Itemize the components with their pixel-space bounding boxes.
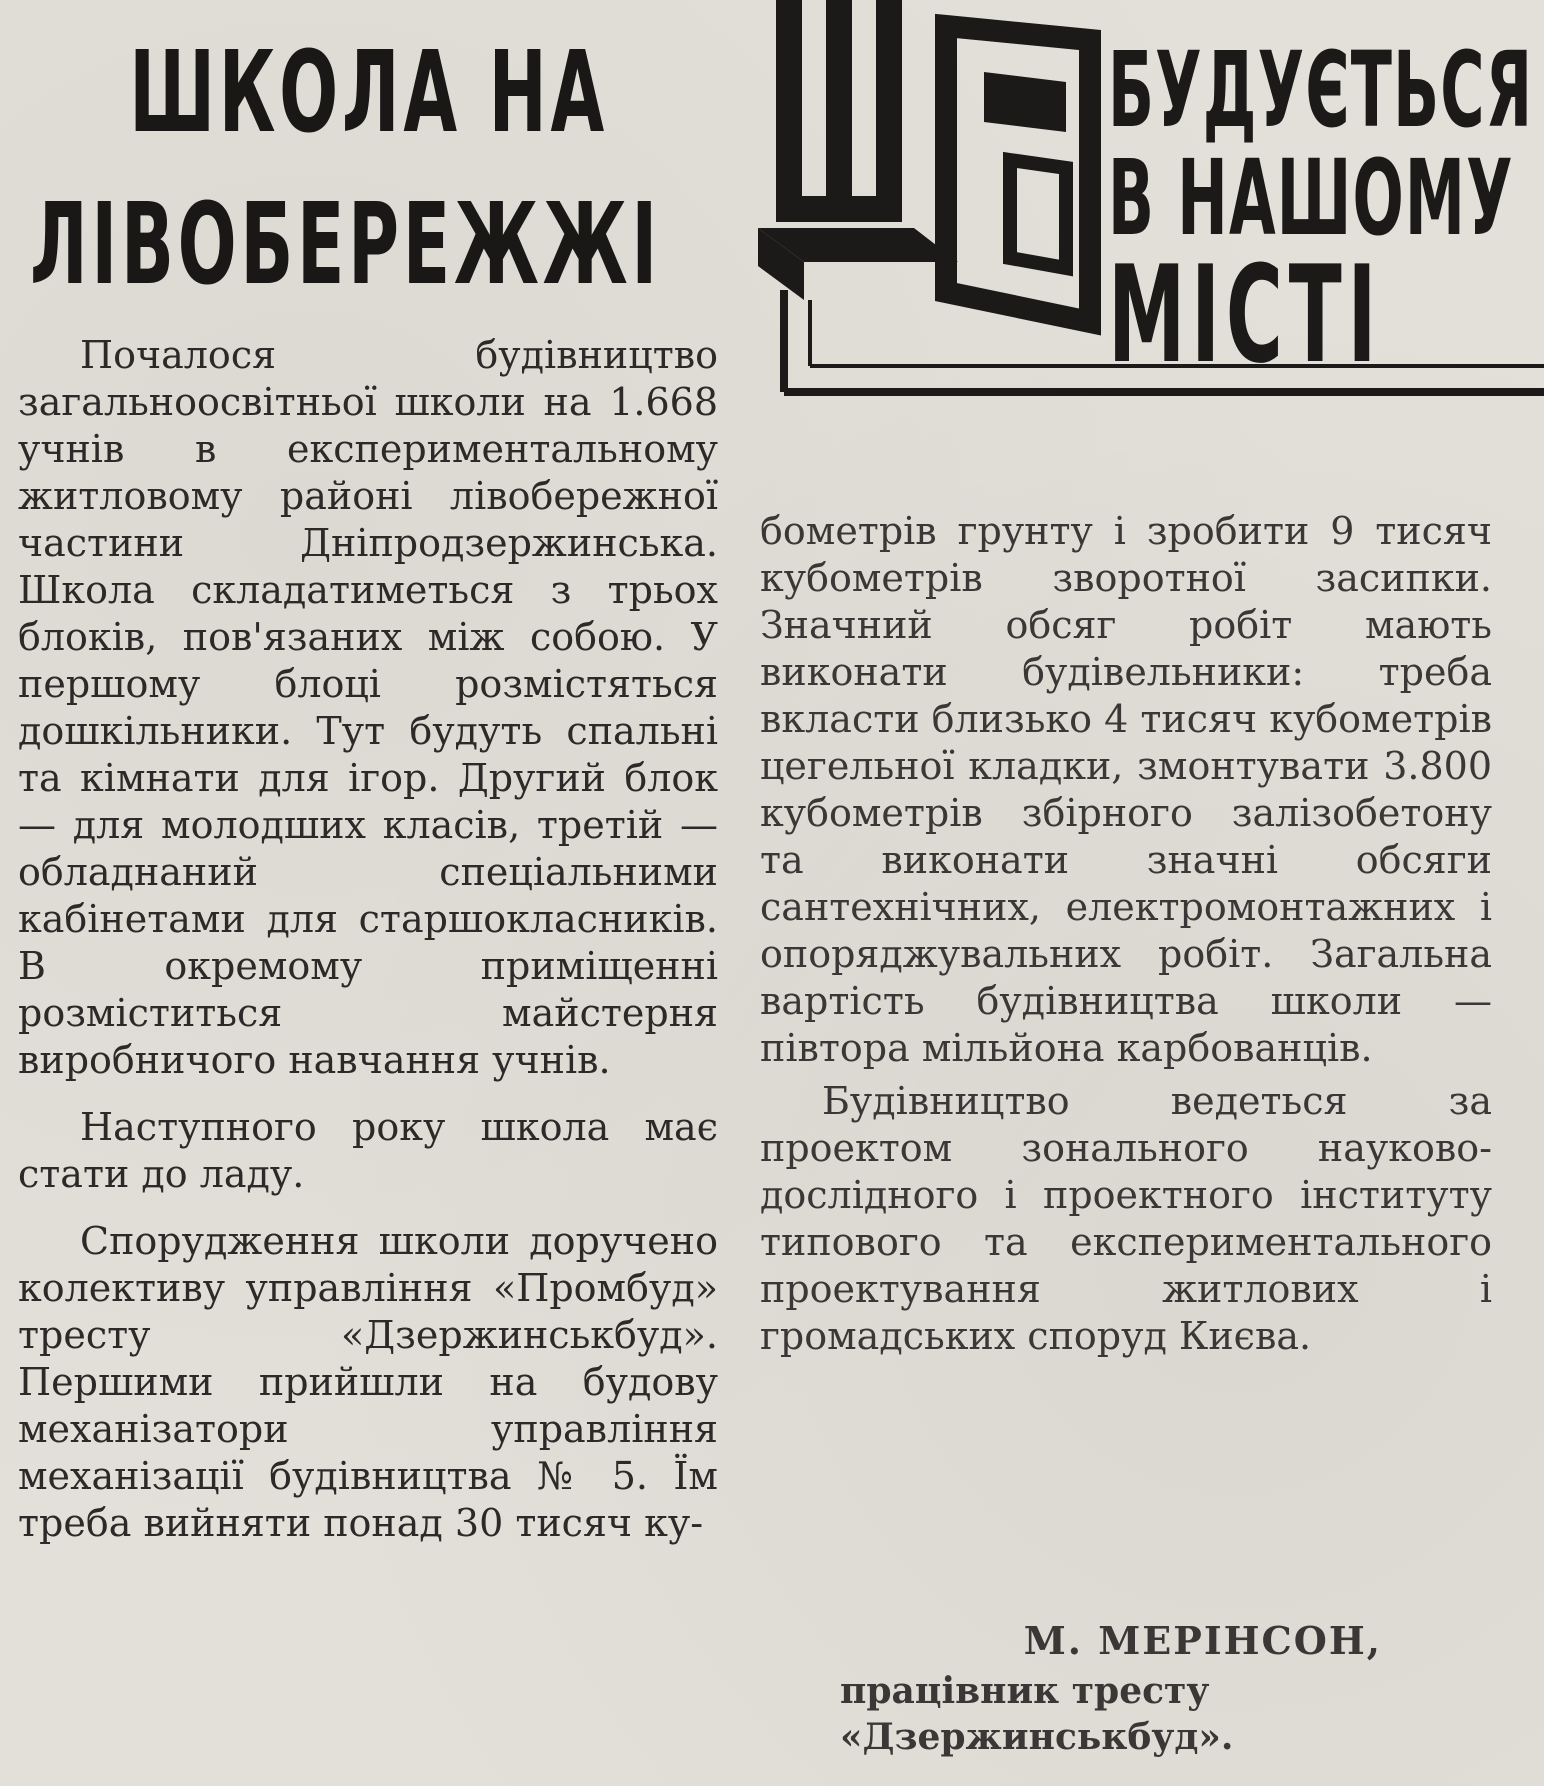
author-role: працівник тресту «Дзержинськбуд».: [840, 1670, 1234, 1758]
headline-line-2: ЛІВОБЕРЕЖЖІ: [30, 180, 661, 310]
headline: [30, 28, 661, 310]
rubric-title: [1108, 29, 1534, 393]
rubric-line-3: МІСТІ: [1108, 237, 1383, 393]
headline-line-1: ШКОЛА НА: [129, 28, 608, 158]
rubric-line-2: В НАШОМУ: [1108, 137, 1514, 259]
paragraph: бометрів грунту і зробити 9 тисяч кубометрів зворотної засипки. Значний обсяг робіт мають виконати будівельники: треба вкласти близько 4 тисяч кубометрів цегельної кладки, змонтувати 3.800 кубометрів збірного залізобетону та виконати значні обсяги сантехнічних, електромонтажних і опоряджувальних робіт. Загальна вартість будівництва школи — півтора мільйона карбованців.: [760, 509, 1492, 1070]
rubric-logo-box: [748, 0, 1544, 410]
paragraph: Спорудження школи доручено колективу управління «Промбуд» тресту «Дзержинськбуд». Першими прийшли на будову механізатори управління механізації будівництва № 5. Їм треба вийняти понад 30 тисяч ку-: [18, 1219, 718, 1545]
paragraph: Наступного року школа має стати до ладу.: [18, 1105, 718, 1196]
paragraph: Почалося будівництво загальноосвітньої школи на 1.668 учнів в експериментальному житловому районі лівобережної частини Дніпродзержинська. Школа складатиметься з трьох блоків, пов'язаних між собою. У першому блоці розмістяться дошкільники. Тут будуть спальні та кімнати для ігор. Другий блок — для молодших класів, третій — обладнаний спеціальними кабінетами для старшокласників. В окремому приміщенні розміститься майстерня виробничого навчання учнів.: [18, 333, 718, 1082]
byline: [760, 1618, 1492, 1760]
article-column-left: [18, 332, 718, 1547]
paragraph: Будівництво ведеться за проектом зонального науково-дослідного і проектного інституту типового та експериментального проектування житлових і громадських споруд Києва.: [760, 1079, 1492, 1358]
rubric-line-1: БУДУЄТЬСЯ: [1108, 29, 1534, 151]
author-name: М. МЕРІНСОН,: [1023, 1618, 1382, 1663]
article-column-right: [760, 508, 1492, 1360]
